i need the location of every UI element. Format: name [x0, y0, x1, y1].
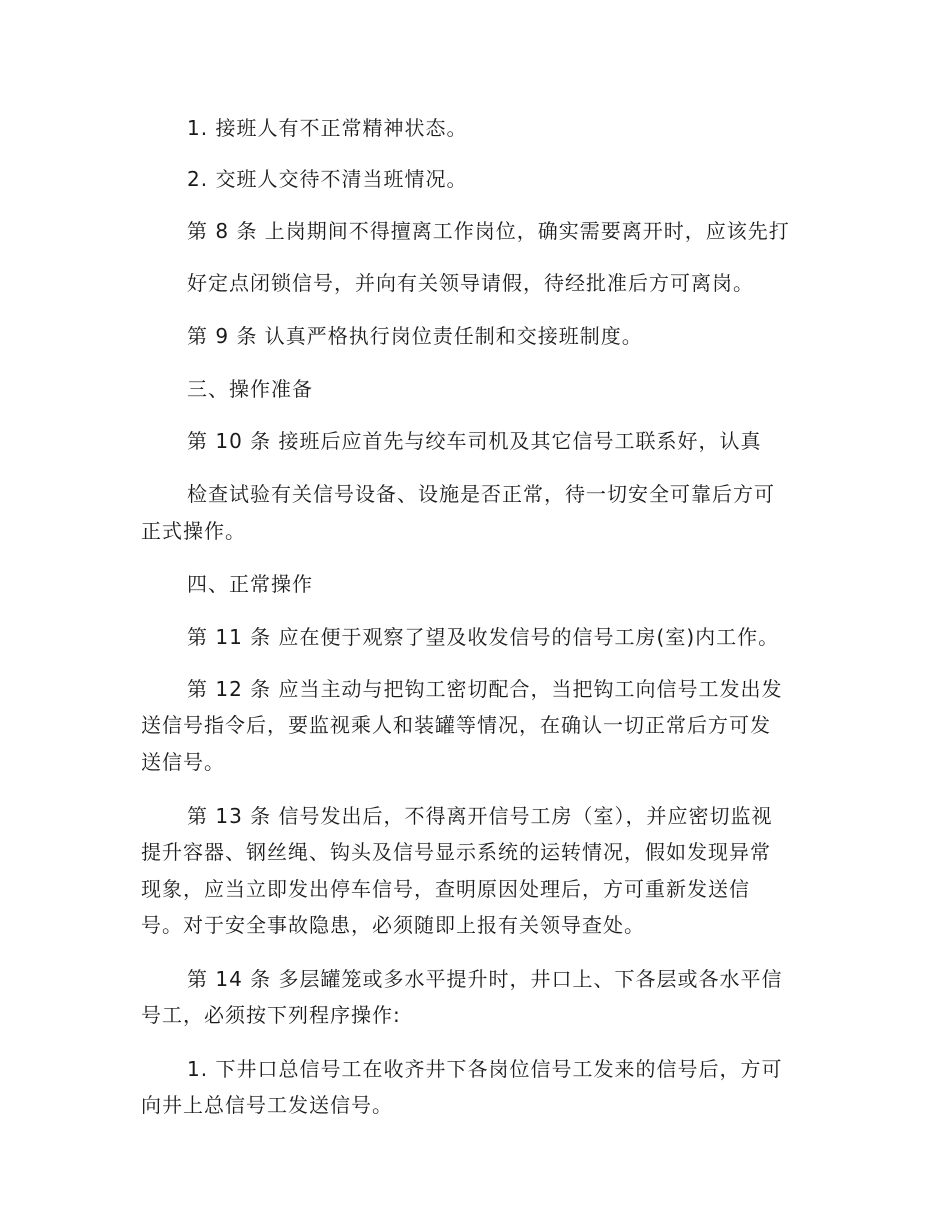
article-12-line-3: 送信号。	[141, 750, 225, 774]
article-8-line-2: 好定点闭锁信号，并向有关领导请假，待经批准后方可离岗。	[187, 271, 754, 295]
procedure-item-1-line-2: 向井上总信号工发送信号。	[141, 1093, 393, 1117]
article-12-line-2: 送信号指令后，要监视乘人和装罐等情况，在确认一切正常后方可发	[141, 713, 771, 737]
article-10-line-3: 正式操作。	[141, 519, 246, 543]
article-10-line-1: 第 10 条 接班后应首先与绞车司机及其它信号工联系好，认真	[187, 429, 762, 453]
article-13-line-2: 提升容器、钢丝绳、钩头及信号显示系统的运转情况，假如发现异常	[141, 840, 771, 864]
article-8-line-1: 第 8 条 上岗期间不得擅离工作岗位，确实需要离开时，应该先打	[187, 219, 790, 243]
list-item-1: 1. 接班人有不正常精神状态。	[187, 116, 468, 140]
article-14-line-2: 号工，必须按下列程序操作:	[141, 1003, 401, 1027]
section-heading-preparation: 三、操作准备	[187, 377, 313, 401]
procedure-item-1-line-1: 1. 下井口总信号工在收齐井下各岗位信号工发来的信号后，方可	[187, 1057, 783, 1081]
section-heading-normal-operation: 四、正常操作	[187, 572, 313, 596]
list-item-2: 2. 交班人交待不清当班情况。	[187, 167, 468, 191]
article-13-line-4: 号。对于安全事故隐患，必须随即上报有关领导查处。	[141, 913, 645, 937]
article-10-line-2: 检查试验有关信号设备、设施是否正常，待一切安全可靠后方可	[187, 482, 775, 506]
article-12-line-1: 第 12 条 应当主动与把钩工密切配合，当把钩工向信号工发出发	[187, 677, 783, 701]
article-11: 第 11 条 应在便于观察了望及收发信号的信号工房(室)内工作。	[187, 625, 780, 649]
article-9: 第 9 条 认真严格执行岗位责任制和交接班制度。	[187, 324, 643, 348]
article-14-line-1: 第 14 条 多层罐笼或多水平提升时，井口上、下各层或各水平信	[187, 967, 783, 991]
article-13-line-1: 第 13 条 信号发出后，不得离开信号工房（室），并应密切监视	[187, 804, 773, 828]
article-13-line-3: 现象，应当立即发出停车信号，查明原因处理后，方可重新发送信	[141, 877, 750, 901]
